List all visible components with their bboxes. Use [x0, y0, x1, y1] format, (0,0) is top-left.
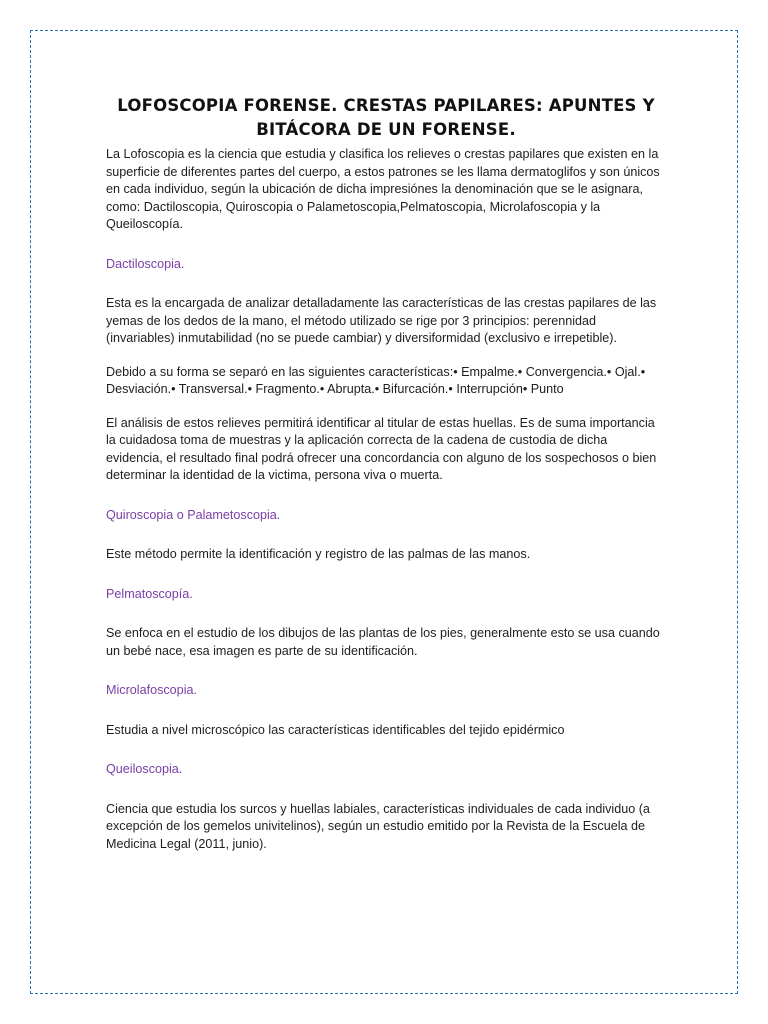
dactiloscopia-paragraph-1: Esta es la encargada de analizar detalladamente las características de las crestas papilares de las yemas de los dedos de la mano, el método utilizado se rige por 3 principios: perennidad (invariables) inmutabilidad (no se puede cambiar) y diversiformidad (exclusivo e irrepetible).: [106, 296, 657, 345]
intro-paragraph: La Lofoscopia es la ciencia que estudia y clasifica los relieves o crestas papilares que existen en la superficie de diferentes partes del cuerpo, a estos patrones se les llama dermatoglifos y son únicos en cada individuo, según la ubicación de dicha impresiónes la denominación que se le asignara, como: Dactiloscopia, Quiroscopia o Palametoscopia,Pelmatoscopia, Microlafoscopia y la Queiloscopía.: [106, 147, 660, 231]
document-body: [106, 94, 666, 853]
section-heading-pelmatoscopia: Pelmatoscopía.: [106, 586, 193, 601]
section-heading-dactiloscopia: Dactiloscopia.: [106, 256, 185, 271]
section-heading-queiloscopia: Queiloscopia.: [106, 762, 183, 776]
document-title: LOFOSCOPIA FORENSE. CRESTAS PAPILARES: APUNTES Y BITÁCORA DE UN FORENSE.: [117, 96, 655, 139]
microlafoscopia-paragraph: Estudia a nivel microscópico las características identificables del tejido epidérmico: [106, 722, 565, 737]
dactiloscopia-paragraph-2: Debido a su forma se separó en las siguientes características:• Empalme.• Convergencia.• Ojal.• Desviación.• Transversal.• Fragmento.• Abrupta.• Bifurcación.• Interrupción• Punto: [106, 364, 646, 396]
section-heading-microlafoscopia: Microlafoscopia.: [106, 683, 197, 697]
section-heading-quiroscopia: Quiroscopia o Palametoscopia.: [106, 507, 281, 522]
dactiloscopia-paragraph-3: El análisis de estos relieves permitirá identificar al titular de estas huellas. Es de suma importancia la cuidadosa toma de muestras y la aplicación correcta de la cadena de custodia de dicha evidencia, el resultado final podrá ofrecer una concordancia con alguno de los sospechosos o bien determinar la identidad de la victima, persona viva o muerta.: [106, 415, 657, 482]
pelmatoscopia-paragraph: Se enfoca en el estudio de los dibujos de las plantas de los pies, generalmente esto se usa cuando un bebé nace, esa imagen es parte de su identificación.: [106, 626, 660, 658]
queiloscopia-paragraph: Ciencia que estudia los surcos y huellas labiales, características individuales de cada individuo (a excepción de los gemelos univitelinos), según un estudio emitido por la Revista de la Escuela de Medicina Legal (2011, junio).: [106, 801, 650, 851]
quiroscopia-paragraph: Este método permite la identificación y registro de las palmas de las manos.: [106, 547, 531, 561]
